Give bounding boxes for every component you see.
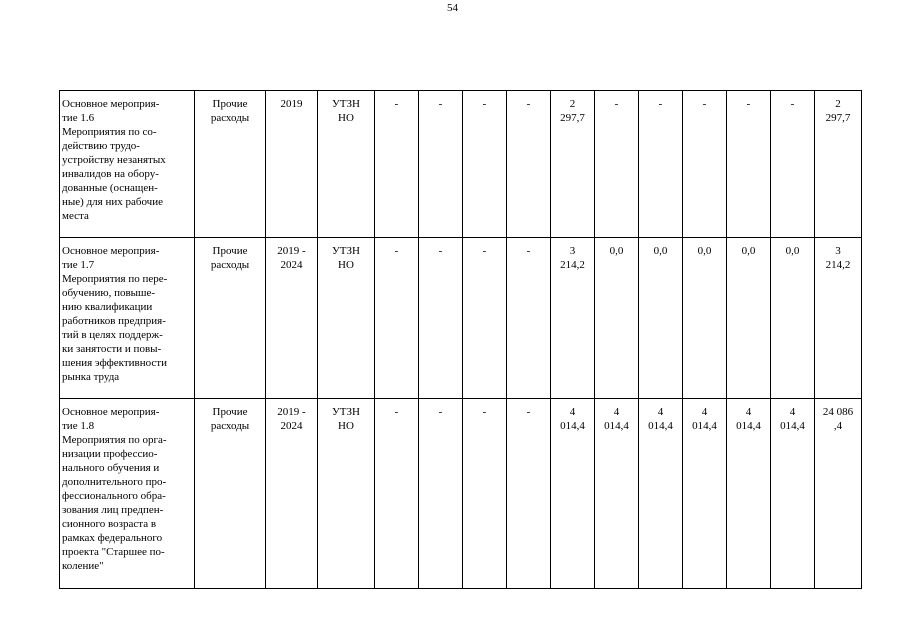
table-row	[60, 91, 862, 238]
value-cell: -	[375, 238, 419, 399]
value-cell: 0,0	[595, 238, 639, 399]
executor-cell: УТЗН НО	[318, 91, 375, 238]
value-cell: -	[639, 91, 683, 238]
value-cell: -	[463, 399, 507, 589]
value-cell: -	[419, 399, 463, 589]
years-cell: 2019	[266, 91, 318, 238]
value-cell: 2 297,7	[551, 91, 595, 238]
value-cell: -	[595, 91, 639, 238]
value-cell: 4 014,4	[551, 399, 595, 589]
value-cell: 4 014,4	[595, 399, 639, 589]
measure-name-cell: Основное мероприя- тие 1.8 Мероприятия по орга- низации профессио- нального обучения и дополнительного про- фессионального обра- зования лиц предпен- сионного возраста в рамках федерального проекта "Старшее по- коление"	[60, 399, 195, 589]
value-cell: -	[463, 238, 507, 399]
value-cell: 0,0	[683, 238, 727, 399]
value-cell: 3 214,2	[551, 238, 595, 399]
total-cell: 3 214,2	[815, 238, 862, 399]
years-cell: 2019 - 2024	[266, 399, 318, 589]
value-cell: -	[771, 91, 815, 238]
value-cell: 0,0	[639, 238, 683, 399]
value-cell: -	[727, 91, 771, 238]
value-cell: -	[419, 91, 463, 238]
value-cell: 4 014,4	[727, 399, 771, 589]
value-cell: -	[507, 91, 551, 238]
table-row	[60, 238, 862, 399]
total-cell: 2 297,7	[815, 91, 862, 238]
value-cell: -	[463, 91, 507, 238]
value-cell: 4 014,4	[771, 399, 815, 589]
value-cell: 4 014,4	[683, 399, 727, 589]
measure-name-cell: Основное мероприя- тие 1.7 Мероприятия по пере- обучению, повыше- нию квалификации работников предприя- тий в целях поддерж- ки занятости и повы- шения эффективности рынка труда	[60, 238, 195, 399]
value-cell: 0,0	[771, 238, 815, 399]
total-cell: 24 086 ,4	[815, 399, 862, 589]
value-cell: -	[507, 399, 551, 589]
program-measures-table	[59, 90, 862, 589]
value-cell: -	[683, 91, 727, 238]
value-cell: -	[375, 399, 419, 589]
value-cell: -	[375, 91, 419, 238]
value-cell: -	[507, 238, 551, 399]
value-cell: 4 014,4	[639, 399, 683, 589]
expense-type-cell: Прочие расходы	[195, 91, 266, 238]
expense-type-cell: Прочие расходы	[195, 399, 266, 589]
page-number: 54	[447, 2, 458, 14]
executor-cell: УТЗН НО	[318, 399, 375, 589]
value-cell: -	[419, 238, 463, 399]
measure-name-cell: Основное мероприя- тие 1.6 Мероприятия по со- действию трудо- устройству незанятых инвалидов на обору- дованные (оснащен- ные) для них рабочие места	[60, 91, 195, 238]
table-row	[60, 399, 862, 589]
value-cell: 0,0	[727, 238, 771, 399]
expense-type-cell: Прочие расходы	[195, 238, 266, 399]
years-cell: 2019 - 2024	[266, 238, 318, 399]
executor-cell: УТЗН НО	[318, 238, 375, 399]
